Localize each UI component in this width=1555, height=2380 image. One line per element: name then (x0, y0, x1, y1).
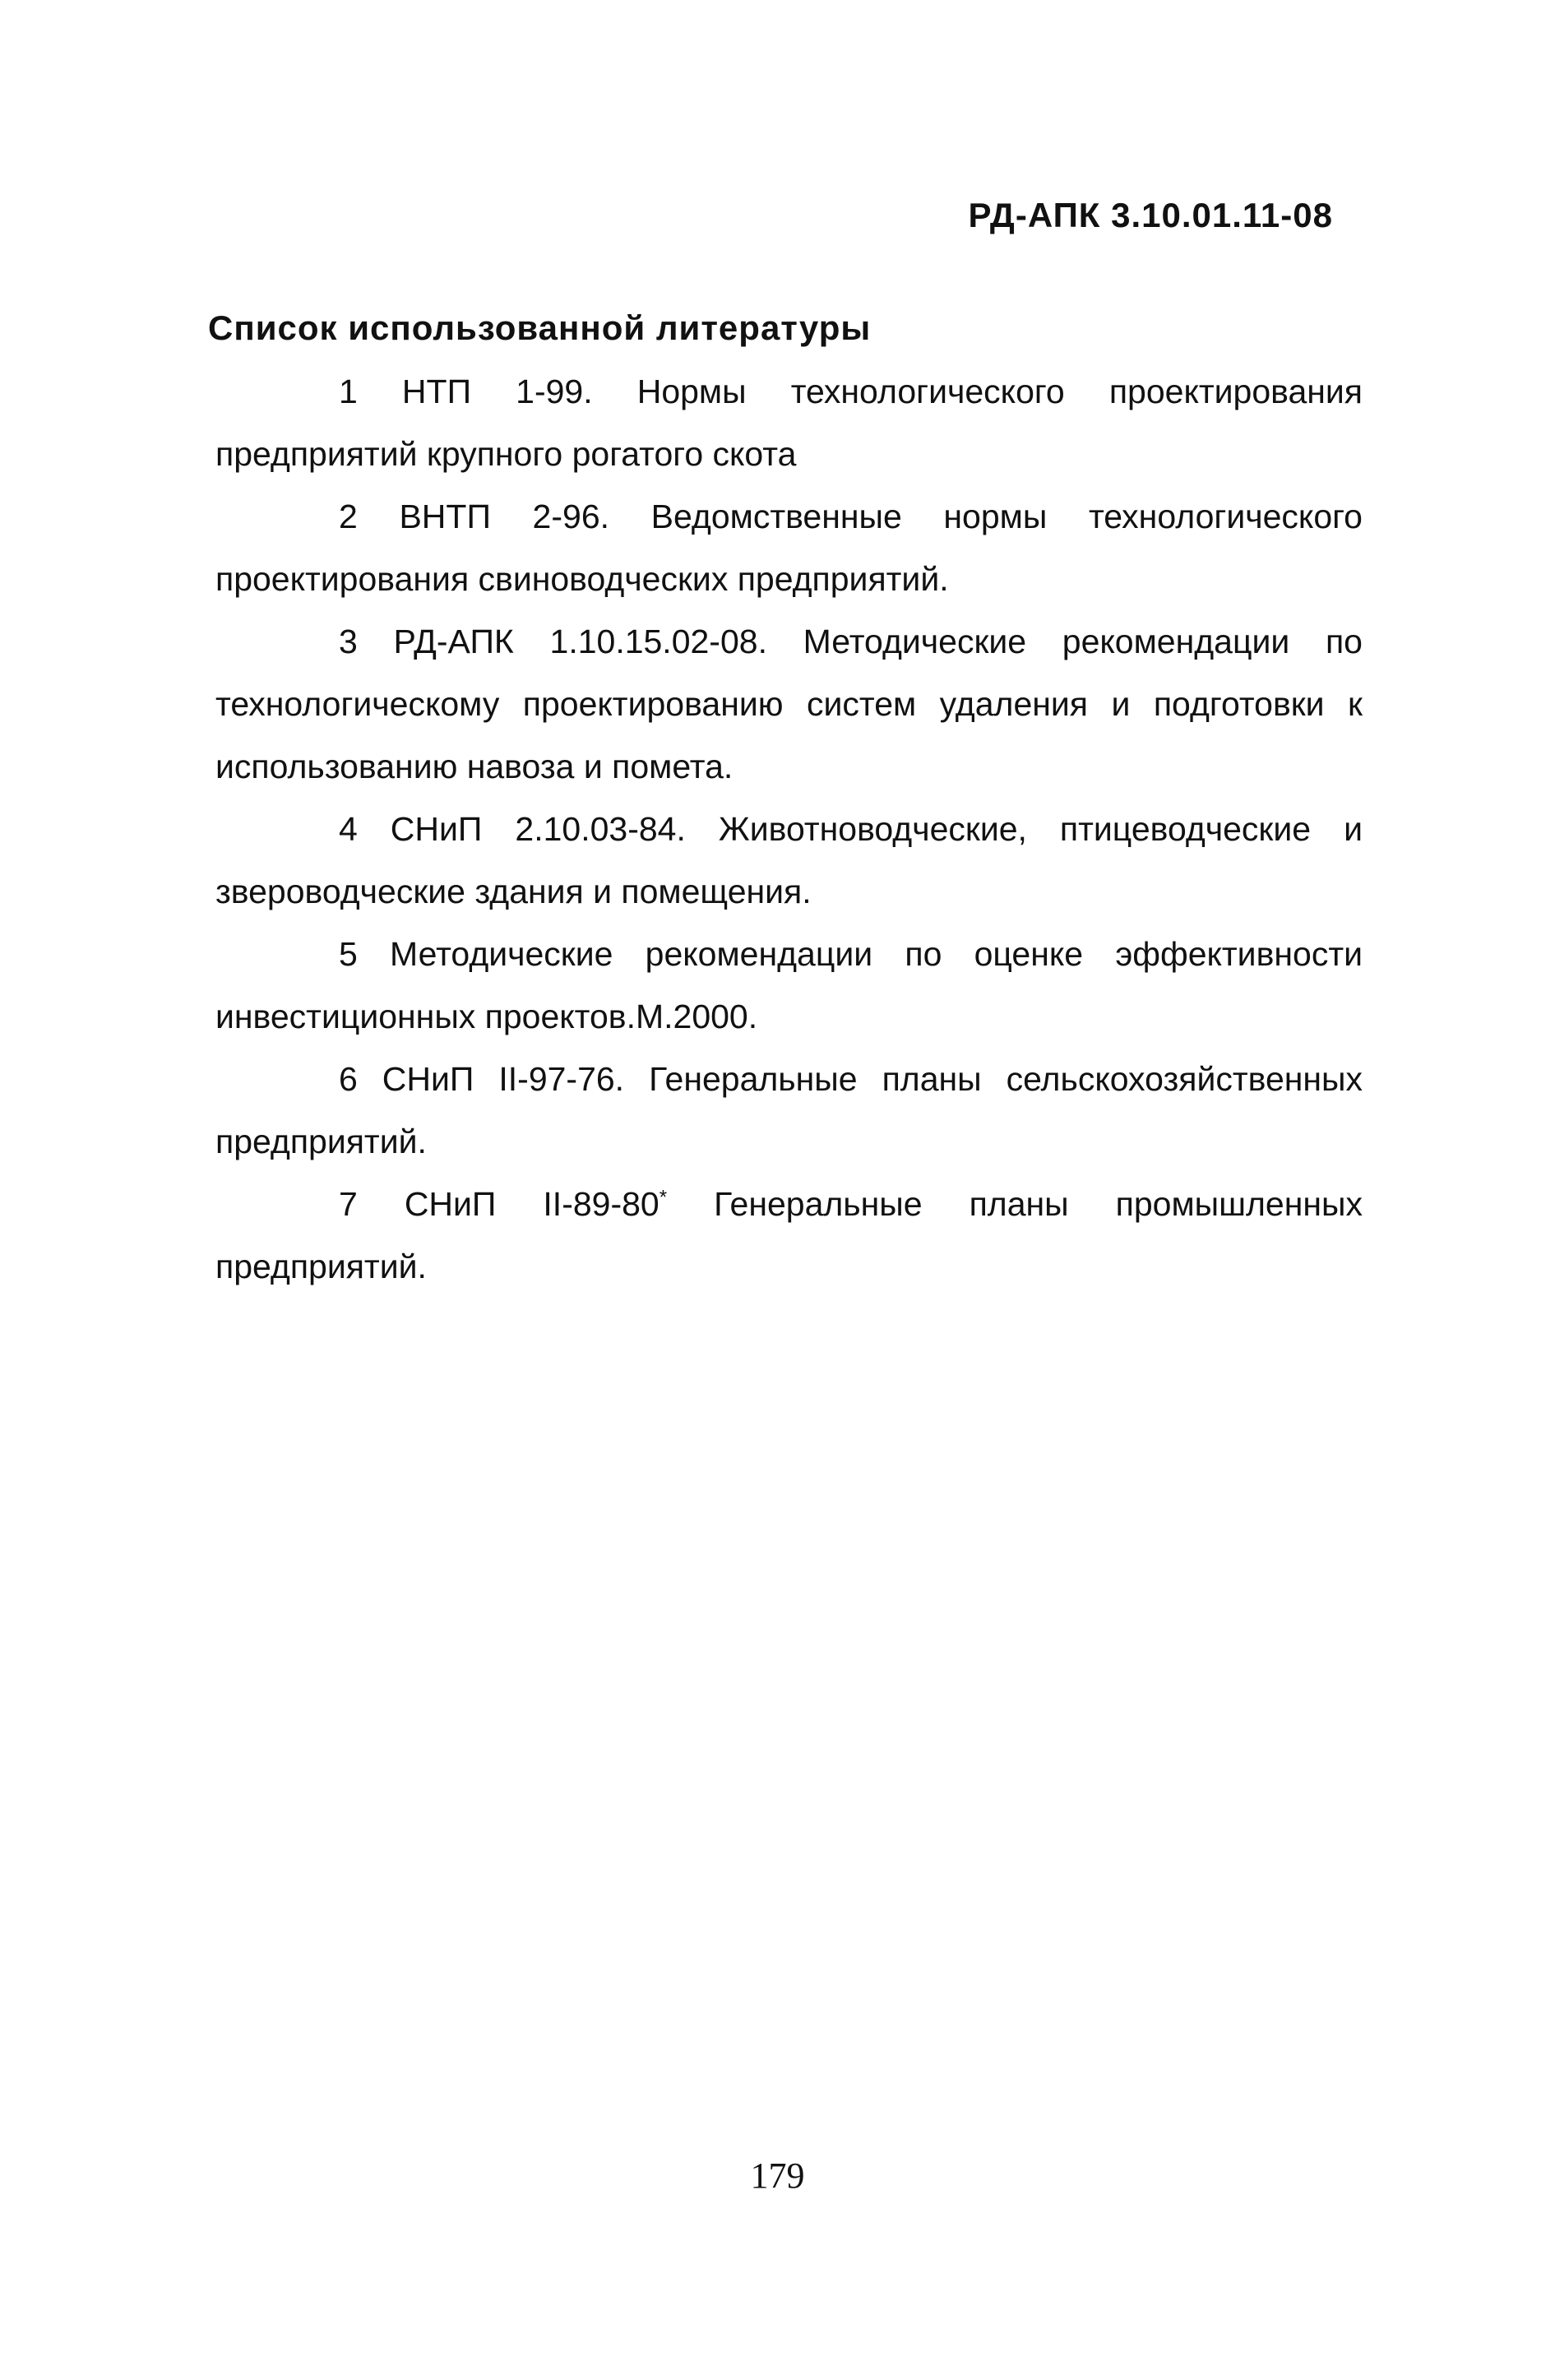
reference-item: 5 Методические рекомендации по оценке эффективности инвестиционных проектов.М.2000. (215, 935, 1363, 1035)
reference-item: 2 ВНТП 2-96. Ведомственные нормы технологического проектирования свиноводческих предприятий. (215, 498, 1363, 598)
reference-item: 6 СНиП II-97-76. Генеральные планы сельскохозяйственных предприятий. (215, 1060, 1363, 1160)
section-title: Список использованной литературы (208, 308, 872, 347)
reference-item: 1 НТП 1-99. Нормы технологического проектирования предприятий крупного рогатого скота (215, 373, 1363, 473)
reference-text: 7 СНиП II-89-80 (339, 1185, 659, 1223)
page-number: 179 (750, 2155, 805, 2196)
reference-item: 4 СНиП 2.10.03-84. Животноводческие, птицеводческие и звероводческие здания и помещения. (215, 810, 1363, 910)
footnote-marker: * (659, 1186, 668, 1209)
reference-item (215, 1173, 1363, 1298)
reference-text: Генеральные планы промышленных предприятий. (215, 1185, 1363, 1285)
reference-item: 3 РД-АПК 1.10.15.02-08. Методические рекомендации по технологическому проектированию систем удаления и подготовки к использованию навоза и помета. (215, 623, 1363, 785)
document-code: РД-АПК 3.10.01.11-08 (968, 196, 1333, 234)
reference-list (215, 360, 1363, 1298)
